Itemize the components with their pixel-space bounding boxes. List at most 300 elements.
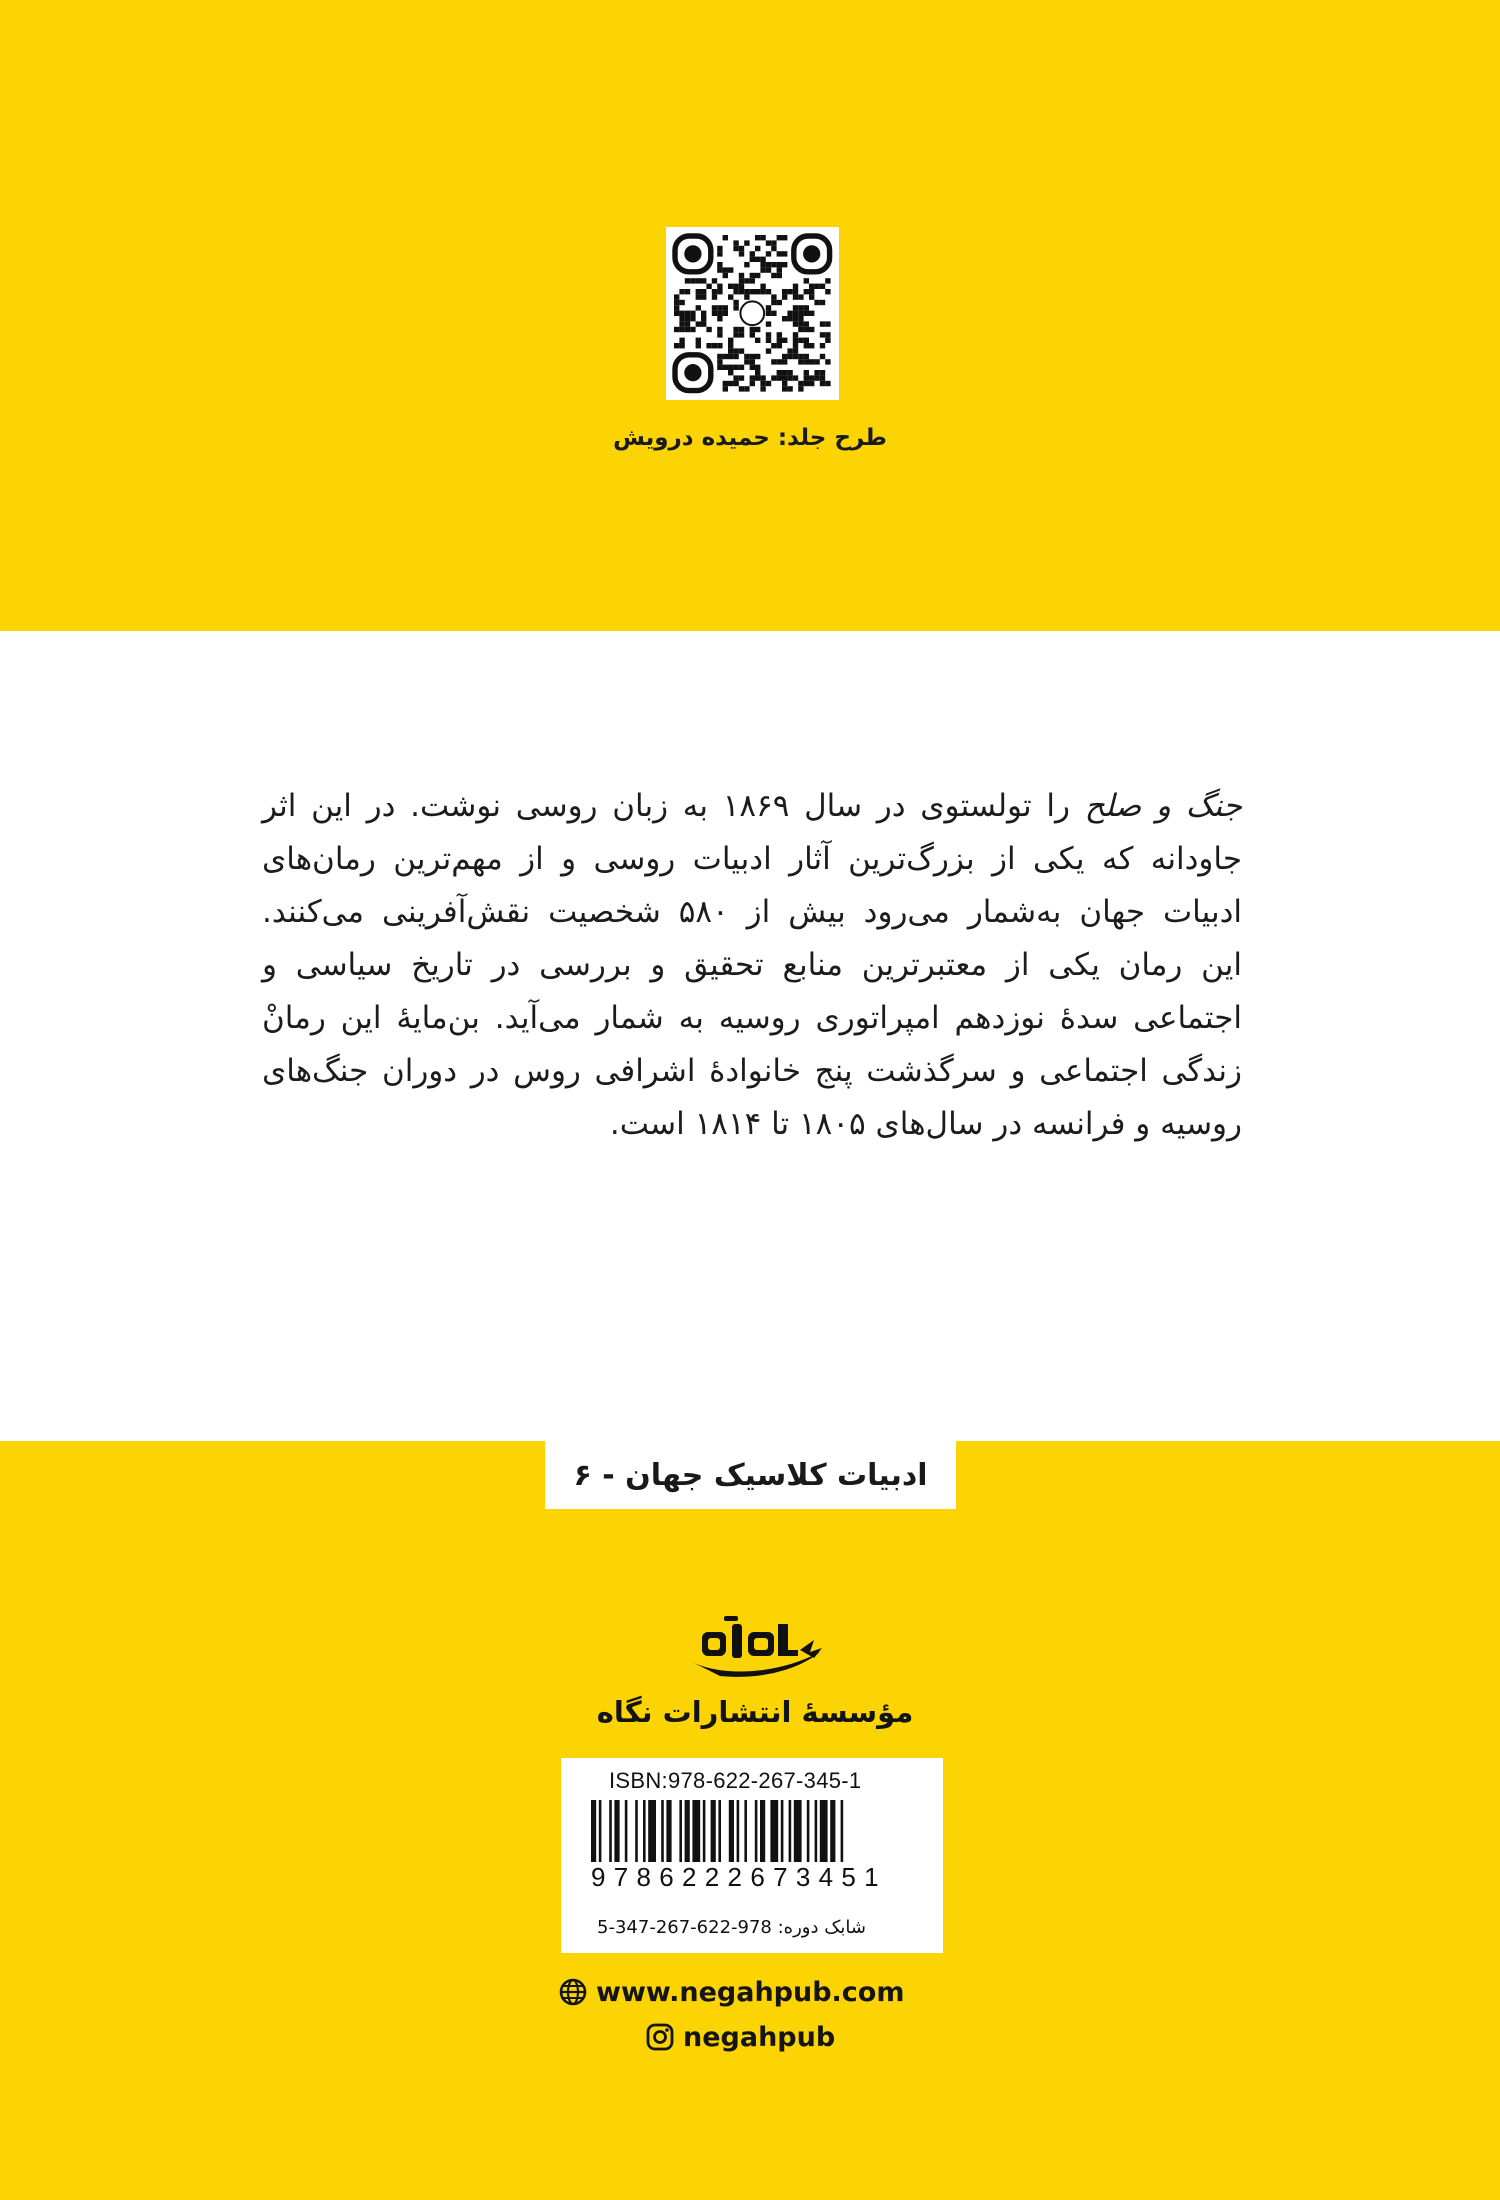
instagram-icon	[645, 2022, 675, 2052]
qr-module	[809, 375, 814, 380]
website-link[interactable]	[558, 1975, 978, 2009]
qr-module	[771, 343, 776, 348]
qr-module	[723, 235, 728, 240]
barcode-bar	[635, 1800, 638, 1862]
qr-module	[777, 359, 782, 364]
qr-module	[739, 284, 744, 289]
qr-module	[717, 354, 722, 359]
qr-module	[744, 386, 749, 391]
qr-module	[728, 294, 733, 299]
qr-module	[750, 257, 755, 262]
qr-module	[825, 359, 830, 364]
qr-module	[744, 359, 749, 364]
qr-module	[723, 354, 728, 359]
qr-module	[696, 321, 701, 326]
barcode-bar	[815, 1800, 818, 1862]
qr-module	[782, 235, 787, 240]
qr-module	[766, 321, 771, 326]
qr-module	[690, 327, 695, 332]
barcode-bar	[729, 1800, 734, 1862]
set-isbn: شابک دوره: 978-622-267-347-5	[597, 1917, 866, 1938]
barcode-bar	[679, 1800, 682, 1862]
qr-module	[804, 278, 809, 283]
qr-module	[814, 300, 819, 305]
qr-module	[685, 311, 690, 316]
qr-module	[782, 375, 787, 380]
qr-module	[793, 375, 798, 380]
qr-module	[706, 327, 711, 332]
qr-module	[701, 311, 706, 316]
qr-module	[750, 251, 755, 256]
qr-module	[825, 278, 830, 283]
qr-module	[820, 343, 825, 348]
qr-module	[696, 278, 701, 283]
qr-module	[809, 294, 814, 299]
qr-module	[820, 332, 825, 337]
qr-module	[771, 262, 776, 267]
qr-module	[739, 332, 744, 337]
qr-module	[766, 348, 771, 353]
series-label: ادبیات کلاسیک جهان - ۶	[545, 1441, 956, 1509]
cover-design-credit: طرح جلد: حمیده درویش	[613, 425, 887, 451]
qr-module	[701, 316, 706, 321]
qr-module	[717, 284, 722, 289]
qr-module	[777, 370, 782, 375]
barcode-bar	[643, 1800, 646, 1862]
qr-module	[728, 365, 733, 370]
qr-module	[744, 289, 749, 294]
qr-module	[744, 240, 749, 245]
barcode-bar	[599, 1800, 602, 1862]
barcode-bar	[625, 1800, 628, 1862]
qr-module	[766, 305, 771, 310]
qr-module	[674, 343, 679, 348]
blurb-line: اجتماعی سدهٔ نوزدهم امپراتوری روسیه به شمار می‌آید. بن‌مایهٔ این رمانْ	[262, 1000, 1242, 1036]
qr-module	[733, 284, 738, 289]
qr-module	[814, 375, 819, 380]
barcode-bar	[770, 1800, 778, 1862]
barcode-bar	[666, 1800, 671, 1862]
qr-module	[793, 305, 798, 310]
qr-module	[777, 300, 782, 305]
qr-module	[782, 386, 787, 391]
qr-module	[712, 278, 717, 283]
qr-module	[744, 278, 749, 283]
qr-module	[723, 381, 728, 386]
qr-module	[793, 294, 798, 299]
qr-module	[766, 240, 771, 245]
publisher-logo	[680, 1610, 830, 1690]
qr-module	[804, 359, 809, 364]
qr-module	[766, 267, 771, 272]
qr-module	[739, 273, 744, 278]
qr-module	[787, 370, 792, 375]
barcode-bar	[755, 1800, 758, 1862]
qr-module	[728, 381, 733, 386]
qr-module	[798, 321, 803, 326]
qr-module	[679, 338, 684, 343]
qr-module	[755, 354, 760, 359]
qr-module	[750, 365, 755, 370]
qr-module	[739, 375, 744, 380]
qr-module	[739, 386, 744, 391]
qr-module	[804, 321, 809, 326]
qr-module	[793, 321, 798, 326]
qr-module	[674, 327, 679, 332]
qr-module	[750, 381, 755, 386]
qr-module	[782, 354, 787, 359]
qr-module	[760, 262, 765, 267]
qr-module	[701, 278, 706, 283]
qr-module	[787, 354, 792, 359]
qr-module	[717, 343, 722, 348]
qr-module	[755, 235, 760, 240]
qr-module	[685, 321, 690, 326]
qr-module	[685, 278, 690, 283]
qr-module	[804, 370, 809, 375]
qr-module	[820, 300, 825, 305]
qr-module	[739, 327, 744, 332]
qr-module	[755, 327, 760, 332]
qr-module	[798, 327, 803, 332]
qr-module	[777, 332, 782, 337]
qr-module	[723, 273, 728, 278]
barcode-digits: 9786222673451	[591, 1862, 887, 1892]
qr-module	[793, 284, 798, 289]
qr-module	[712, 305, 717, 310]
barcode-bar	[744, 1800, 747, 1862]
qr-module	[809, 311, 814, 316]
qr-module	[804, 305, 809, 310]
website-url[interactable]: www.negahpub.com	[596, 1976, 905, 2008]
qr-module	[717, 316, 722, 321]
blurb-line: جنگ و صلح را تولستوی در سال ۱۸۶۹ به زبان روسی نوشت. در این اثر	[262, 788, 1242, 824]
qr-module	[755, 375, 760, 380]
qr-module	[755, 257, 760, 262]
qr-module	[706, 343, 711, 348]
qr-module	[820, 381, 825, 386]
qr-module	[825, 381, 830, 386]
qr-module	[804, 354, 809, 359]
qr-module	[809, 284, 814, 289]
qr-module	[733, 348, 738, 353]
qr-module	[825, 338, 830, 343]
qr-module	[696, 343, 701, 348]
qr-module	[793, 316, 798, 321]
qr-module	[760, 386, 765, 391]
barcode-bar	[820, 1800, 828, 1862]
qr-module	[777, 338, 782, 343]
qr-module	[674, 300, 679, 305]
qr-module	[728, 284, 733, 289]
qr-module	[760, 257, 765, 262]
qr-module	[766, 381, 771, 386]
qr-module	[717, 359, 722, 364]
qr-module	[712, 311, 717, 316]
instagram-handle[interactable]: negahpub	[683, 2021, 836, 2053]
qr-module	[701, 289, 706, 294]
qr-module	[717, 246, 722, 251]
qr-module	[798, 359, 803, 364]
qr-module	[771, 359, 776, 364]
qr-module	[679, 311, 684, 316]
qr-module	[712, 289, 717, 294]
qr-module	[782, 338, 787, 343]
qr-module	[728, 354, 733, 359]
qr-finder-dot	[684, 245, 701, 262]
qr-module	[809, 381, 814, 386]
qr-module	[782, 381, 787, 386]
qr-module	[760, 267, 765, 272]
qr-module	[787, 348, 792, 353]
qr-module	[787, 316, 792, 321]
qr-module	[733, 305, 738, 310]
qr-module	[782, 289, 787, 294]
qr-module	[717, 311, 722, 316]
qr-module	[733, 365, 738, 370]
isbn-barcode	[561, 1758, 943, 1953]
qr-module	[696, 305, 701, 310]
qr-module	[782, 359, 787, 364]
qr-module	[793, 289, 798, 294]
qr-module	[744, 354, 749, 359]
qr-module	[717, 251, 722, 256]
qr-module	[820, 321, 825, 326]
blurb-line: این رمان یکی از معتبرترین منابع تحقیق و بررسی در تاریخ سیاسی و	[262, 947, 1242, 983]
barcode-bar	[737, 1800, 740, 1862]
qr-module	[804, 311, 809, 316]
qr-module	[793, 332, 798, 337]
qr-module	[793, 343, 798, 348]
instagram-link[interactable]	[645, 2020, 1065, 2054]
qr-module	[733, 332, 738, 337]
qr-module	[733, 381, 738, 386]
qr-module	[804, 343, 809, 348]
qr-module	[777, 273, 782, 278]
qr-module	[723, 267, 728, 272]
barcode-bar	[661, 1800, 664, 1862]
qr-module	[728, 343, 733, 348]
qr-module	[766, 262, 771, 267]
qr-module	[685, 316, 690, 321]
blurb-line: روسیه و فرانسه در سال‌های ۱۸۰۵ تا ۱۸۱۴ است.	[609, 1106, 1242, 1142]
qr-module	[696, 294, 701, 299]
qr-module	[755, 273, 760, 278]
qr-module	[766, 311, 771, 316]
qr-module	[674, 311, 679, 316]
barcode-bar	[703, 1800, 706, 1862]
qr-module	[717, 262, 722, 267]
qr-module	[679, 289, 684, 294]
qr-module	[750, 359, 755, 364]
barcode-bar	[614, 1800, 619, 1862]
qr-module	[787, 289, 792, 294]
barcode-bars	[589, 1800, 919, 1870]
qr-module	[771, 311, 776, 316]
qr-module	[739, 251, 744, 256]
qr-module	[723, 386, 728, 391]
qr-module	[777, 343, 782, 348]
qr-module	[825, 321, 830, 326]
qr-module	[679, 316, 684, 321]
barcode-bar	[609, 1800, 612, 1862]
qr-module	[809, 359, 814, 364]
book-title-italic: جنگ و صلح	[1084, 788, 1242, 824]
qr-module	[723, 305, 728, 310]
qr-module	[733, 300, 738, 305]
qr-module	[804, 381, 809, 386]
qr-module	[696, 338, 701, 343]
qr-module	[733, 246, 738, 251]
qr-module	[798, 386, 803, 391]
qr-module	[771, 246, 776, 251]
qr-module	[728, 338, 733, 343]
barcode-bar	[794, 1800, 802, 1862]
qr-module	[733, 240, 738, 245]
qr-module	[739, 348, 744, 353]
qr-module	[798, 381, 803, 386]
blurb-line: زندگی اجتماعی و سرگذشت پنج خانوادهٔ اشرافی روس در دوران جنگ‌های	[262, 1053, 1242, 1089]
qr-module	[717, 289, 722, 294]
qr-module	[739, 289, 744, 294]
qr-module	[820, 354, 825, 359]
qr-module	[814, 284, 819, 289]
qr-module	[771, 300, 776, 305]
qr-module	[804, 327, 809, 332]
qr-module	[804, 338, 809, 343]
qr-module	[809, 289, 814, 294]
qr-module	[777, 375, 782, 380]
qr-module	[793, 311, 798, 316]
qr-module	[733, 375, 738, 380]
qr-module	[787, 311, 792, 316]
globe-icon	[558, 1977, 588, 2007]
qr-module	[717, 365, 722, 370]
qr-module	[696, 289, 701, 294]
qr-module	[787, 375, 792, 380]
barcode-bar	[591, 1800, 596, 1862]
qr-module	[777, 251, 782, 256]
qr-module	[728, 267, 733, 272]
barcode-bar	[807, 1800, 810, 1862]
qr-module	[739, 246, 744, 251]
qr-module	[717, 327, 722, 332]
qr-center-logo	[740, 301, 764, 325]
qr-module	[723, 311, 728, 316]
qr-module	[825, 332, 830, 337]
qr-module	[804, 289, 809, 294]
qr-module	[750, 278, 755, 283]
blurb-line: ادبیات جهان به‌شمار می‌رود بیش از ۵۸۰ شخصیت نقش‌آفرینی می‌کنند.	[262, 894, 1242, 930]
qr-module	[679, 327, 684, 332]
qr-module	[733, 327, 738, 332]
qr-module	[825, 289, 830, 294]
qr-module	[782, 251, 787, 256]
qr-module	[760, 375, 765, 380]
qr-module	[755, 338, 760, 343]
qr-finder-dot	[803, 245, 820, 262]
qr-module	[755, 370, 760, 375]
qr-module	[804, 375, 809, 380]
qr-module	[733, 354, 738, 359]
qr-module	[750, 289, 755, 294]
qr-module	[798, 311, 803, 316]
qr-module	[793, 354, 798, 359]
qr-module	[744, 294, 749, 299]
qr-module	[712, 294, 717, 299]
qr-module	[679, 321, 684, 326]
qr-module	[690, 316, 695, 321]
qr-module	[787, 386, 792, 391]
barcode-bar	[830, 1800, 835, 1862]
qr-module	[674, 294, 679, 299]
qr-module	[798, 316, 803, 321]
qr-module	[755, 365, 760, 370]
qr-module	[798, 294, 803, 299]
qr-module	[750, 273, 755, 278]
qr-module	[777, 267, 782, 272]
qr-module	[739, 365, 744, 370]
barcode-bar	[841, 1800, 844, 1862]
qr-module	[717, 267, 722, 272]
publisher-name: مؤسسهٔ انتشارات نگاه	[596, 1695, 914, 1729]
qr-module	[723, 365, 728, 370]
qr-module	[798, 305, 803, 310]
qr-module	[750, 332, 755, 337]
qr-finder-dot	[684, 364, 701, 381]
qr-module	[685, 289, 690, 294]
qr-module	[771, 273, 776, 278]
qr-module	[782, 316, 787, 321]
book-description	[262, 780, 1242, 1151]
qr-module	[760, 284, 765, 289]
qr-module	[782, 370, 787, 375]
qr-module	[766, 338, 771, 343]
qr-module	[717, 332, 722, 337]
qr-module	[750, 354, 755, 359]
qr-module	[782, 262, 787, 267]
qr-module	[782, 294, 787, 299]
barcode-bar	[781, 1800, 784, 1862]
qr-module	[809, 327, 814, 332]
qr-module	[690, 278, 695, 283]
qr-module	[798, 354, 803, 359]
qr-module	[679, 343, 684, 348]
isbn-label: ISBN:978-622-267-345-1	[609, 1768, 862, 1793]
qr-module	[728, 348, 733, 353]
qr-module	[701, 294, 706, 299]
barcode-bar	[692, 1800, 700, 1862]
barcode-bar	[789, 1800, 792, 1862]
qr-module	[706, 284, 711, 289]
qr-module	[771, 240, 776, 245]
qr-module	[733, 289, 738, 294]
barcode-bar	[760, 1800, 765, 1862]
qr-module	[820, 284, 825, 289]
qr-module	[701, 321, 706, 326]
qr-module	[685, 327, 690, 332]
qr-module	[820, 375, 825, 380]
qr-module	[766, 332, 771, 337]
qr-module	[712, 343, 717, 348]
qr-module	[814, 359, 819, 364]
qr-module	[760, 381, 765, 386]
qr-module	[760, 289, 765, 294]
qr-module	[760, 235, 765, 240]
qr-module	[728, 370, 733, 375]
qr-module	[674, 305, 679, 310]
qr-module	[771, 294, 776, 299]
